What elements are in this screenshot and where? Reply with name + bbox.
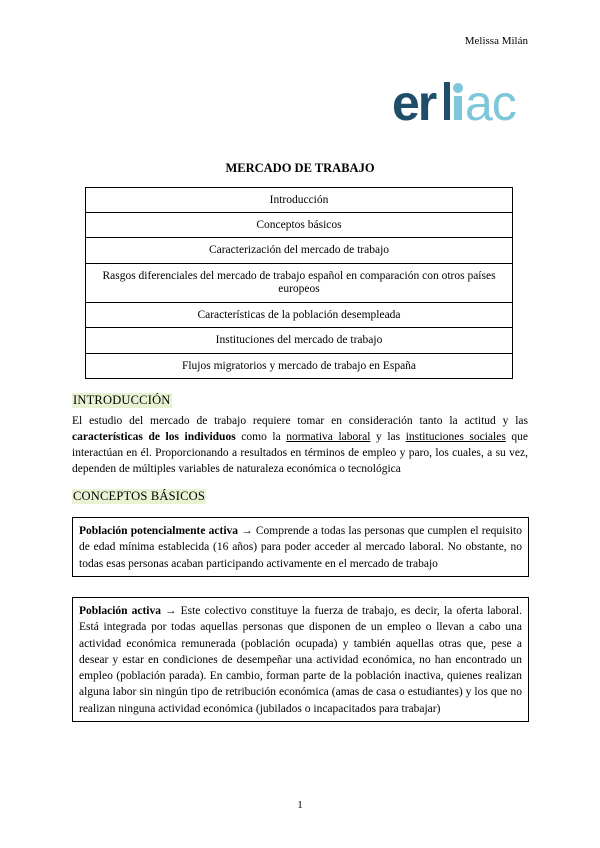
toc-cell: Rasgos diferenciales del mercado de trabajo español en comparación con otros países europeos xyxy=(86,264,513,303)
intro-text-4: que interactúan en él. Proporcionando a resultados en términos de empleo y paro, los cuales, a su vez, dependen de múltiples variables de naturaleza económica o tecnológica xyxy=(72,431,528,475)
page-title: MERCADO DE TRABAJO xyxy=(225,161,375,175)
toc-row xyxy=(86,303,513,328)
concept-definition: Comprende a todas las personas que cumplen el requisito de edad mínima establecida (16 años) para poder acceder al mercado laboral. No obstante, no todas esas personas acaban participando activamente en el mercado de trabajo xyxy=(79,525,522,570)
intro-underline-normativa: normativa laboral xyxy=(286,431,371,443)
toc-cell: Instituciones del mercado de trabajo xyxy=(86,328,513,354)
intro-paragraph xyxy=(72,413,528,477)
section-heading-conceptos: CONCEPTOS BÁSICOS xyxy=(73,489,206,503)
table-of-contents xyxy=(85,187,513,379)
toc-cell: Flujos migratorios y mercado de trabajo en España xyxy=(86,354,513,379)
toc-row xyxy=(86,238,513,264)
toc-row xyxy=(86,354,513,379)
page-number: 1 xyxy=(297,799,303,811)
concept-box-potencialmente-activa xyxy=(72,517,529,577)
toc-cell: Características de la población desempleada xyxy=(86,303,513,328)
logo-text-er: er xyxy=(392,76,436,126)
toc-cell: Introducción xyxy=(86,188,513,213)
arrow-icon: → xyxy=(161,605,181,617)
logo-figure-body xyxy=(454,96,462,120)
concept-term: Población activa xyxy=(79,605,161,617)
concept-box-poblacion-activa xyxy=(72,597,529,722)
intro-text-3: y las xyxy=(370,431,406,443)
logo-bar xyxy=(444,82,450,120)
toc-cell: Caracterización del mercado de trabajo xyxy=(86,238,513,264)
logo-figure-head xyxy=(453,83,463,93)
intro-bold: características de los individuos xyxy=(72,431,236,443)
author-name: Melissa Milán xyxy=(464,35,528,47)
concept-term: Población potencialmente activa xyxy=(79,525,239,537)
intro-text-1: El estudio del mercado de trabajo requiere tomar en consideración tanto la actitud y las xyxy=(72,415,528,427)
intro-text-2: como la xyxy=(235,431,287,443)
toc-row xyxy=(86,264,513,303)
logo-text-ac: ac xyxy=(465,76,516,126)
toc-row xyxy=(86,328,513,354)
toc-row xyxy=(86,213,513,238)
arrow-icon: → xyxy=(238,525,256,537)
erlac-logo xyxy=(392,76,520,126)
toc-row xyxy=(86,188,513,213)
section-heading-introduccion: INTRODUCCIÓN xyxy=(73,393,171,407)
toc-cell: Conceptos básicos xyxy=(86,213,513,238)
intro-underline-instituciones: instituciones sociales xyxy=(405,431,506,443)
concept-definition: Este colectivo constituye la fuerza de trabajo, es decir, la oferta laboral. Está integrada por todas aquellas personas que disponen de un empleo o llevan a cabo una actividad económica remunerada (población ocupada) y también aquellas otras que, pese a desear y estar en condiciones de desempeñar una actividad económica, no han encontrado un empleo (población parada). En cambio, forman parte de la población inactiva, quienes realizan alguna labor sin ningún tipo de retribución económica (amas de casa o estudiantes) y los que no realizan ninguna actividad económica (jubilados o incapacitados para trabajar) xyxy=(79,605,522,715)
